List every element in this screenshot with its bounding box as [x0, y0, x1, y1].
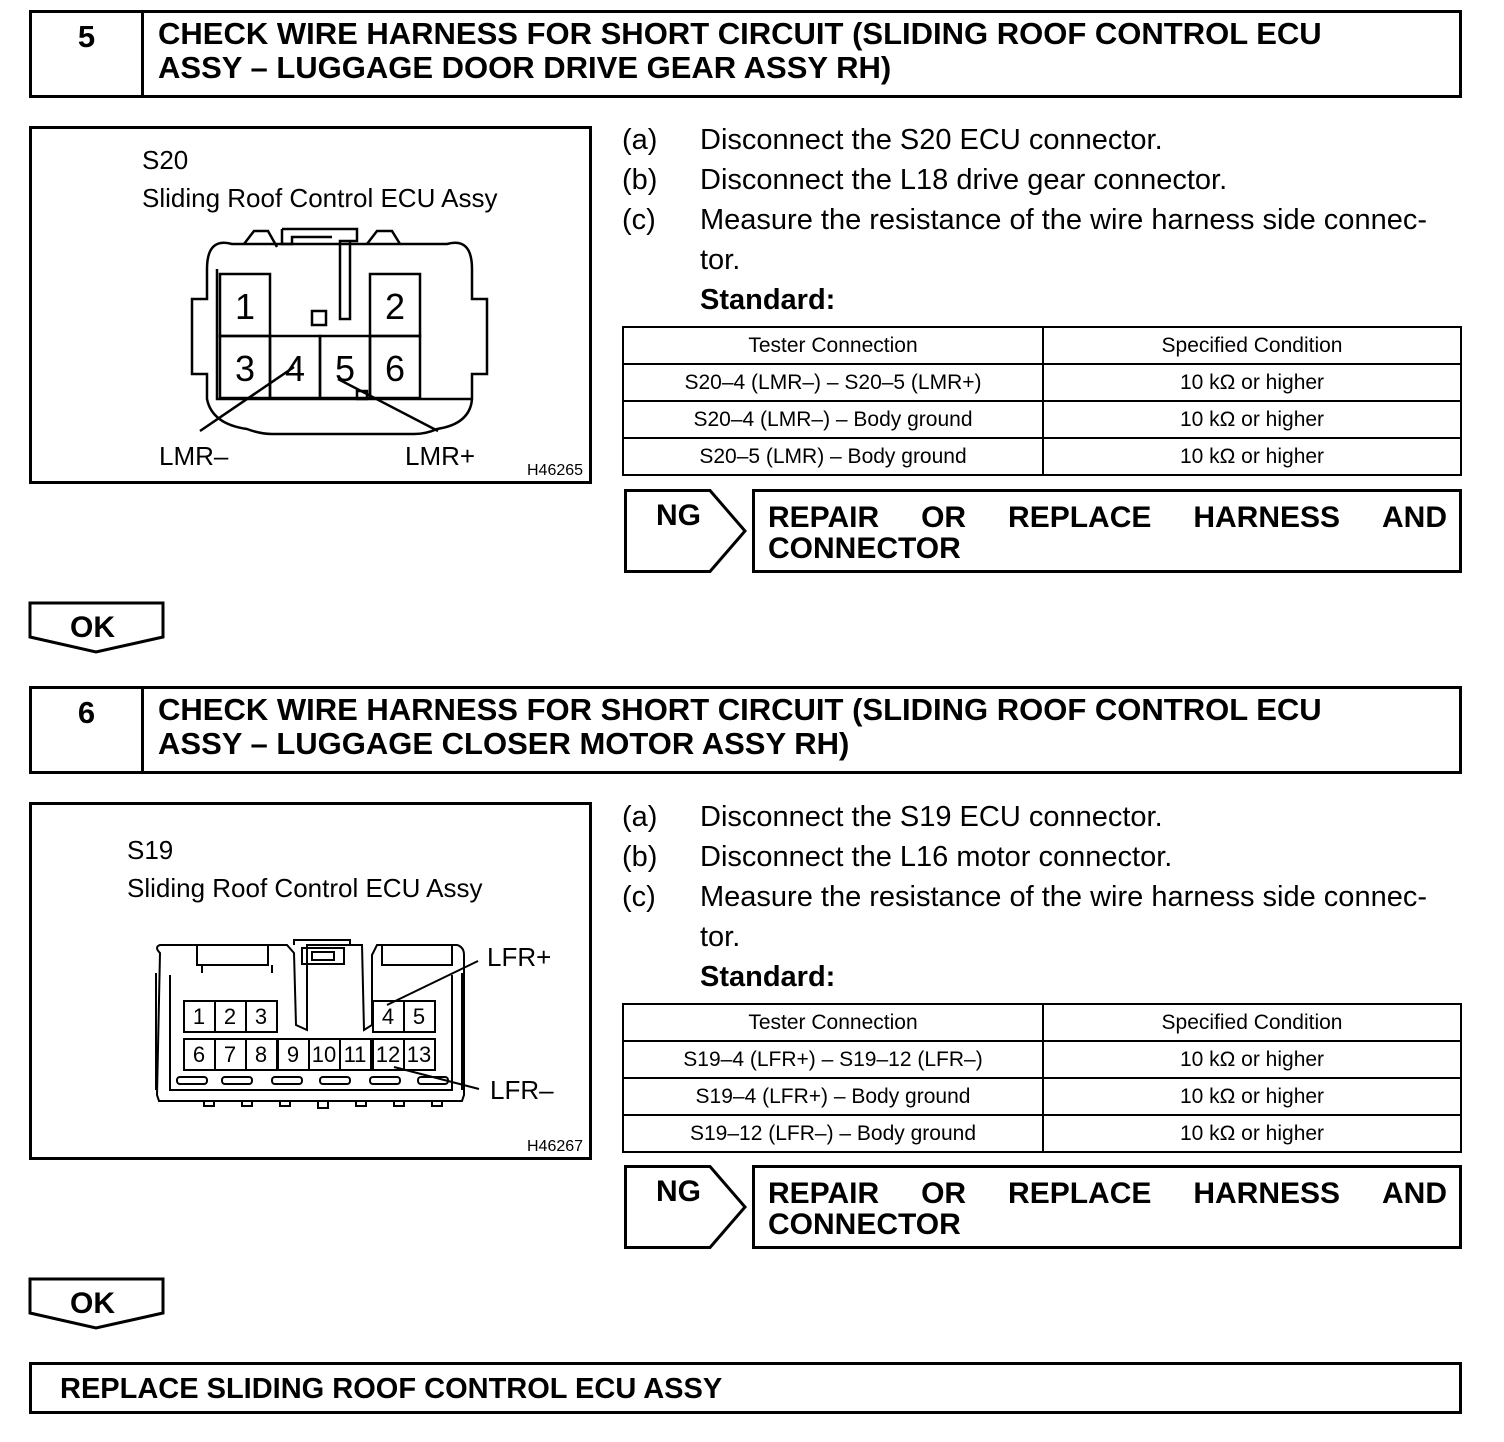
step-5-header	[29, 10, 1462, 98]
label-lmr-plus: LMR+	[405, 441, 476, 471]
ng-arrow	[624, 1165, 748, 1249]
table-row: S19–12 (LFR–) – Body ground 10 kΩ or higher	[623, 1115, 1461, 1152]
label-lmr-minus: LMR–	[159, 441, 229, 471]
pin-1: 1	[192, 1004, 206, 1029]
step-c: (c) Measure the resistance of the wire harness side connec-	[622, 881, 1427, 913]
standard-label: Standard:	[700, 284, 836, 316]
step-c: (c) Measure the resistance of the wire harness side connec-	[622, 204, 1427, 236]
pin-10: 10	[311, 1042, 337, 1067]
connector-name: Sliding Roof Control ECU Assy	[127, 873, 483, 903]
table-row: S19–4 (LFR+) – Body ground 10 kΩ or higher	[623, 1078, 1461, 1115]
step-b: (b) Disconnect the L16 motor connector.	[622, 841, 1173, 873]
pin-12: 12	[375, 1042, 401, 1067]
table-row: S20–4 (LMR–) – Body ground 10 kΩ or higher	[623, 401, 1461, 438]
final-action-text: REPLACE SLIDING ROOF CONTROL ECU ASSY	[60, 1373, 723, 1405]
table-row: S20–4 (LMR–) – S20–5 (LMR+) 10 kΩ or higher	[623, 364, 1461, 401]
step-title: CHECK WIRE HARNESS FOR SHORT CIRCUIT (SLIDING ROOF CONTROL ECU ASSY – LUGGAGE DOOR DRIVE GEAR ASSY RH)	[158, 16, 1322, 85]
connector-id: S19	[127, 835, 174, 865]
connector-s20-diagram	[32, 129, 589, 481]
step-title: CHECK WIRE HARNESS FOR SHORT CIRCUIT (SLIDING ROOF CONTROL ECU ASSY – LUGGAGE CLOSER MOTOR ASSY RH)	[158, 692, 1322, 761]
label-lfr-plus: LFR+	[487, 942, 552, 972]
pin-5: 5	[334, 348, 356, 389]
pin-4: 4	[381, 1004, 395, 1029]
figure-code: H46267	[527, 1138, 584, 1155]
pin-6: 6	[192, 1042, 206, 1067]
ng-action-box: REPAIR OR REPLACE HARNESS AND CONNECTOR	[752, 1165, 1462, 1249]
pin-4: 4	[284, 348, 306, 389]
pin-11: 11	[343, 1042, 367, 1067]
pin-1: 1	[234, 286, 256, 327]
pin-2: 2	[384, 286, 406, 327]
ng-arrow	[624, 489, 748, 573]
step-list: (a) Disconnect the S19 ECU connector. (b) Disconnect the L16 motor connector. (c) Measure the resistance of the wire harness side connec- tor. Standard:	[622, 797, 1472, 997]
step-number: 5	[32, 13, 144, 95]
connector-name: Sliding Roof Control ECU Assy	[142, 183, 498, 213]
figure-code: H46265	[527, 462, 584, 479]
connector-id: S20	[142, 145, 189, 175]
pin-8: 8	[254, 1042, 268, 1067]
ng-action-box: REPAIR OR REPLACE HARNESS AND CONNECTOR	[752, 489, 1462, 573]
spec-table	[622, 1003, 1462, 1153]
connector-figure-s19	[29, 802, 592, 1160]
table-header-row: Tester Connection Specified Condition	[623, 327, 1461, 364]
final-action-box	[29, 1362, 1462, 1414]
table-row: S20–5 (LMR) – Body ground 10 kΩ or higher	[623, 438, 1461, 475]
pin-3: 3	[234, 348, 256, 389]
table-row: S19–4 (LFR+) – S19–12 (LFR–) 10 kΩ or higher	[623, 1041, 1461, 1078]
ok-arrow	[28, 601, 166, 655]
pin-3: 3	[254, 1004, 268, 1029]
ok-label: OK	[70, 1287, 115, 1320]
step-number: 6	[32, 689, 144, 771]
pin-9: 9	[286, 1042, 300, 1067]
ng-label: NG	[656, 1175, 701, 1208]
connector-s19-diagram	[32, 805, 589, 1157]
step-6-header	[29, 686, 1462, 774]
connector-figure-s20	[29, 126, 592, 484]
table-header-row: Tester Connection Specified Condition	[623, 1004, 1461, 1041]
pin-13: 13	[406, 1042, 432, 1067]
label-lfr-minus: LFR–	[490, 1075, 554, 1105]
pin-7: 7	[223, 1042, 237, 1067]
spec-table	[622, 326, 1462, 476]
ng-label: NG	[656, 499, 701, 532]
ok-arrow	[28, 1277, 166, 1331]
step-b: (b) Disconnect the L18 drive gear connector.	[622, 164, 1228, 196]
ok-label: OK	[70, 611, 115, 644]
pin-5: 5	[412, 1004, 426, 1029]
standard-label: Standard:	[700, 961, 836, 993]
step-a: (a) Disconnect the S20 ECU connector.	[622, 124, 1163, 156]
step-list: (a) Disconnect the S20 ECU connector. (b) Disconnect the L18 drive gear connector. (c) Measure the resistance of the wire harness side connec- tor. Standard:	[622, 120, 1472, 320]
step-a: (a) Disconnect the S19 ECU connector.	[622, 801, 1163, 833]
pin-2: 2	[223, 1004, 237, 1029]
pin-6: 6	[384, 348, 406, 389]
